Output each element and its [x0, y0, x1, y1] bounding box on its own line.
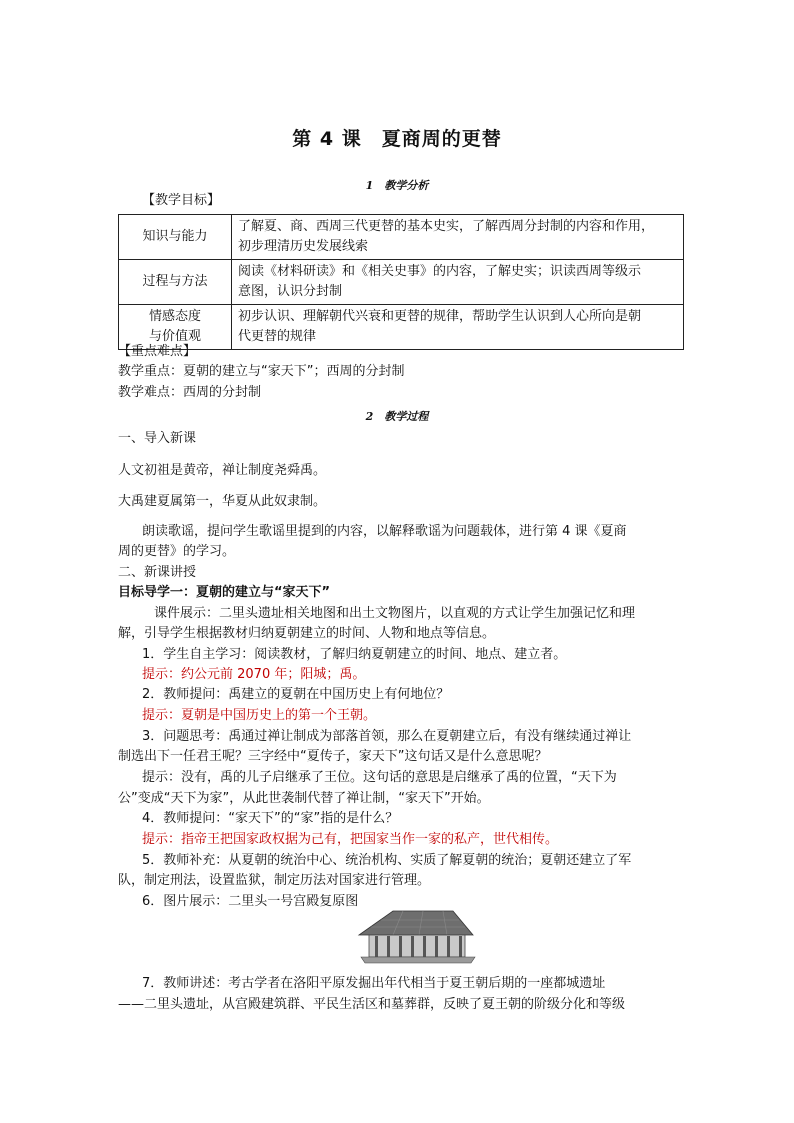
question: 2．教师提问：禹建立的夏朝在中国历史上有何地位？ [142, 687, 450, 702]
goal-label: 过程与方法 [119, 260, 232, 305]
question: 3．问题思考：禹通过禅让制成为部落首领，那么在夏朝建立后，有没有继续通过禅让 [142, 729, 632, 744]
part-heading-intro: 一、导入新课 [118, 431, 197, 446]
goal-text-line: 了解夏、商、西周三代更替的基本史实，了解西周分封制的内容和作用， [238, 219, 655, 234]
paragraph: 5．教师补充：从夏朝的统治中心、统治机构、实质了解夏朝的统治；夏朝还建立了军 [142, 853, 632, 868]
section-heading-process: 2 教学过程 [365, 410, 429, 423]
question: 1．学生自主学习：阅读教材，了解归纳夏朝建立的时间、地点、建立者。 [142, 647, 567, 662]
goal-label-line: 情感态度 [148, 309, 201, 324]
key-point: 教学重点：夏朝的建立与“家天下”；西周的分封制 [118, 364, 405, 379]
section-heading-analysis: 1 教学分析 [365, 179, 429, 192]
goal-text-line: 初步认识、理解朝代兴衰和更替的规律，帮助学生认识到人心所向是朝 [238, 309, 642, 324]
answer-hint: 提示：夏朝是中国历史上的第一个王朝。 [142, 708, 377, 723]
teaching-goals-table [118, 214, 684, 350]
goal-text-line: 初步理清历史发展线索 [238, 239, 369, 254]
goal-label: 知识与能力 [119, 215, 232, 260]
lesson-title: 第 4 课 夏商周的更替 [292, 128, 502, 150]
paragraph: ——二里头遗址，从宫殿建筑群、平民生活区和墓葬群，反映了夏王朝的阶级分化和等级 [118, 997, 626, 1012]
poem-line: 大禹建夏属第一，华夏从此奴隶制。 [118, 494, 327, 509]
paragraph: 周的更替》的学习。 [118, 544, 236, 559]
target-heading: 目标导学一：夏朝的建立与“家天下” [118, 585, 331, 600]
paragraph: 6．图片展示：二里头一号宫殿复原图 [142, 894, 359, 909]
paragraph: 朗读歌谣，提问学生歌谣里提到的内容，以解释歌谣为问题载体，进行第 4 课《夏商 [142, 524, 627, 539]
palace-reconstruction-image [353, 905, 478, 965]
goal-text [232, 215, 684, 260]
answer-hint: 提示：指帝王把国家政权据为己有，把国家当作一家的私产，世代相传。 [142, 832, 559, 847]
answer-hint: 提示：没有，禹的儿子启继承了王位。这句话的意思是启继承了禹的位置，“天下为 [142, 770, 617, 785]
goal-text [232, 260, 684, 305]
goal-text-line: 代更替的规律 [238, 329, 317, 344]
answer-hint: 公”变成“天下为家”，从此世袭制代替了禅让制，“家天下”开始。 [118, 791, 490, 806]
paragraph: 课件展示：二里头遗址相关地图和出土文物图片，以直观的方式让学生加强记忆和理 [154, 606, 636, 621]
goals-header: 【教学目标】 [142, 193, 221, 208]
poem-line: 人文初祖是黄帝，禅让制度尧舜禹。 [118, 463, 327, 478]
table-row [119, 260, 684, 305]
difficulty-point: 教学难点：西周的分封制 [118, 385, 262, 400]
table-row [119, 215, 684, 260]
goal-label-line: 与价值观 [148, 329, 201, 344]
key-difficulty-header: 【重点难点】 [118, 344, 197, 359]
paragraph: 解，引导学生根据教材归纳夏朝建立的时间、人物和地点等信息。 [118, 626, 496, 641]
paragraph: 队，制定刑法，设置监狱，制定历法对国家进行管理。 [118, 873, 431, 888]
question: 制选出下一任君王呢？三字经中“夏传子，家天下”这句话又是什么意思呢？ [118, 749, 548, 764]
goal-text-line: 意图，认识分封制 [238, 284, 343, 299]
answer-hint: 提示：约公元前 2070 年；阳城；禹。 [142, 667, 366, 682]
part-heading-new-lesson: 二、新课讲授 [118, 565, 197, 580]
question: 4．教师提问：“家天下”的“家”指的是什么？ [142, 811, 399, 826]
goal-text-line: 阅读《材料研读》和《相关史事》的内容，了解史实；识读西周等级示 [238, 264, 642, 279]
paragraph: 7．教师讲述：考古学者在洛阳平原发掘出年代相当于夏王朝后期的一座都城遗址 [142, 976, 606, 991]
